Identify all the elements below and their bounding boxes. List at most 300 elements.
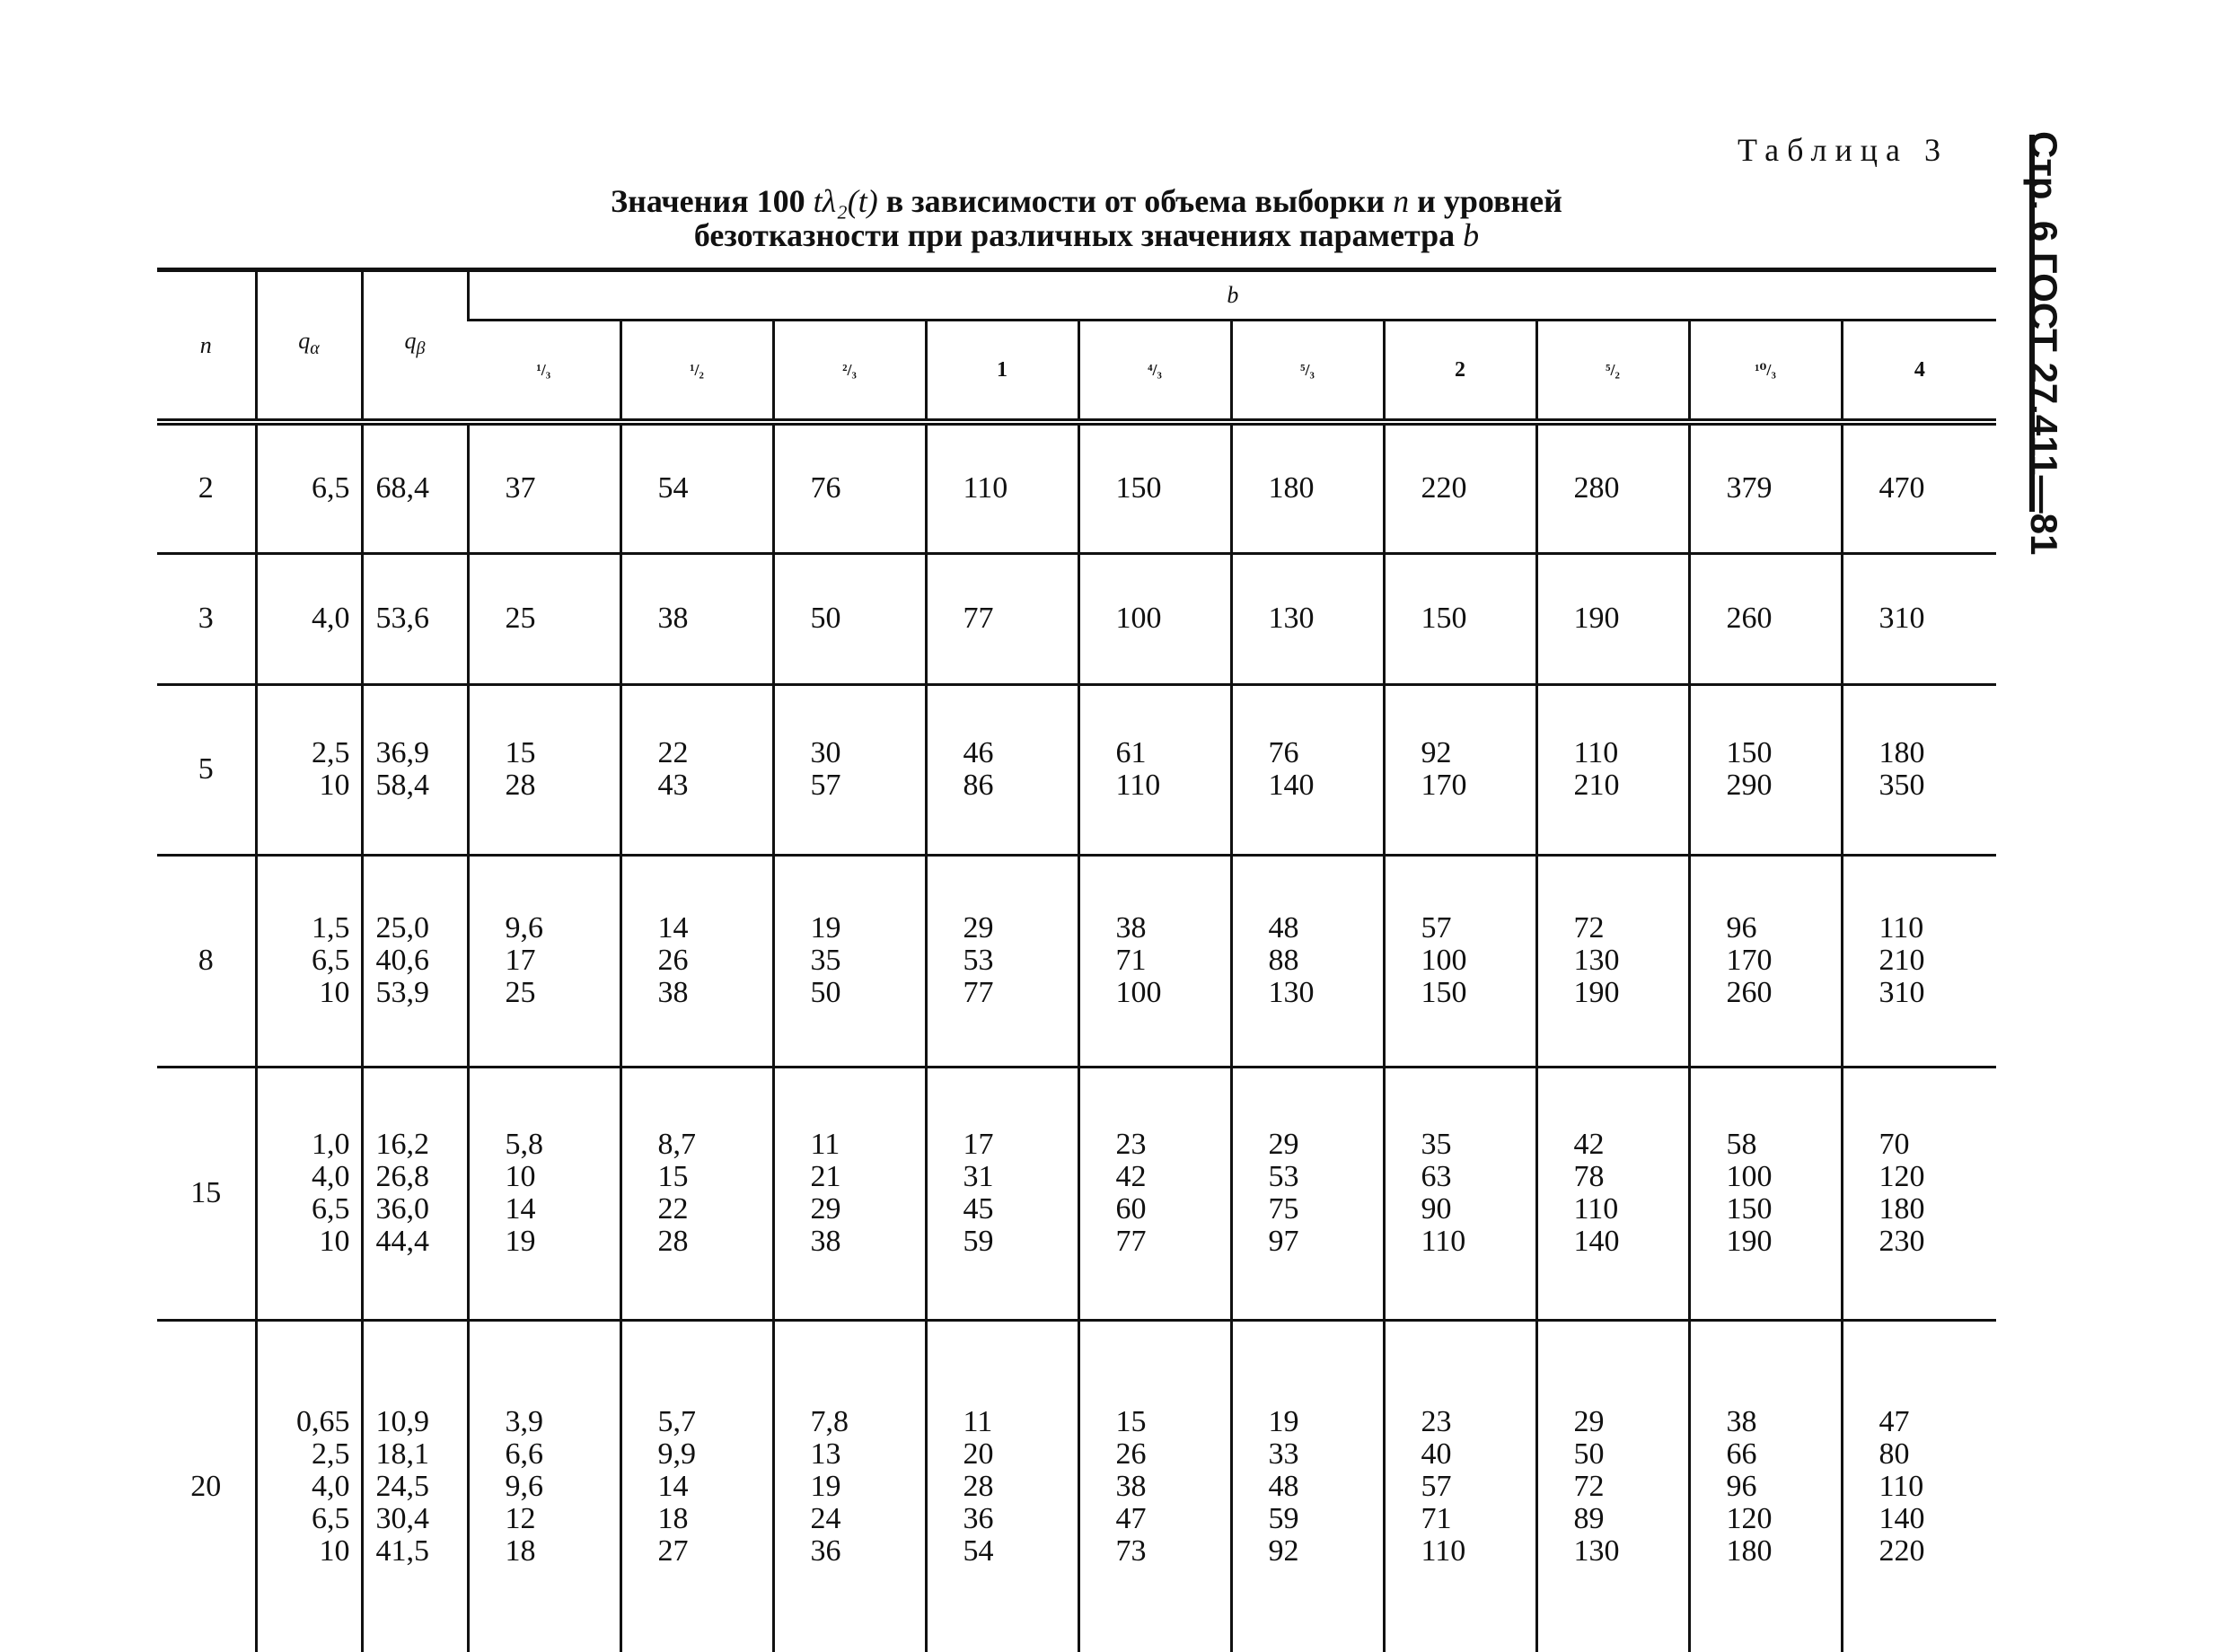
- cell-line: 10: [505, 1160, 536, 1193]
- cell-line: 38: [657, 976, 689, 1009]
- cell-line: 26: [1115, 1437, 1147, 1471]
- col-header-b: 2: [1384, 321, 1536, 423]
- cell-line: 36,9: [375, 736, 429, 769]
- cell-value: [1689, 684, 1842, 855]
- cell-value: [620, 855, 773, 1067]
- cell-line: 23: [1421, 1404, 1452, 1438]
- cell-line: 23: [1115, 1128, 1147, 1161]
- cell-line: 47: [1878, 1404, 1910, 1438]
- cell-line: 230: [1878, 1225, 1925, 1258]
- cell-line: 42: [1115, 1160, 1147, 1193]
- cell-value: [1231, 855, 1384, 1067]
- cell-line: 6,5: [312, 1501, 350, 1535]
- cell-line: 150: [1726, 736, 1773, 769]
- cell-value: [1384, 422, 1536, 553]
- cell-value: [1384, 553, 1536, 684]
- cell-value: [1689, 1067, 1842, 1320]
- cell-line: 260: [1726, 602, 1773, 635]
- cell-line: 210: [1573, 769, 1620, 802]
- cell-line: 130: [1573, 1533, 1620, 1568]
- col-group-b: b: [468, 270, 1996, 321]
- cell-line: 59: [963, 1225, 994, 1258]
- table-row: [157, 1067, 1996, 1320]
- cell-line: 120: [1726, 1501, 1773, 1535]
- cell-line: 9,6: [505, 1469, 543, 1503]
- cell-line: 29: [1573, 1404, 1605, 1438]
- cell-line: 92: [1268, 1533, 1299, 1568]
- cell-value: [620, 1320, 773, 1652]
- col-header-qa: [256, 270, 362, 423]
- col-header-b: ⁴/₃: [1078, 321, 1231, 423]
- cell-qa: [256, 855, 362, 1067]
- title-b: b: [1463, 217, 1480, 253]
- cell-line: 110: [1878, 911, 1924, 945]
- cell-line: 36: [963, 1501, 994, 1535]
- table-row: [157, 1320, 1996, 1652]
- cell-line: 170: [1726, 944, 1773, 977]
- cell-line: 14: [505, 1192, 536, 1226]
- cell-line: 13: [810, 1437, 841, 1471]
- cell-line: 80: [1878, 1437, 1910, 1471]
- cell-value: [1536, 553, 1689, 684]
- col-header-b: ¹/₂: [620, 321, 773, 423]
- cell-line: 66: [1726, 1437, 1757, 1471]
- cell-line: 18,1: [375, 1437, 429, 1471]
- cell-n: 5: [157, 684, 256, 855]
- cell-line: 54: [963, 1533, 994, 1568]
- cell-value: [1384, 684, 1536, 855]
- cell-line: 57: [1421, 1469, 1452, 1503]
- cell-line: 110: [1115, 769, 1161, 802]
- cell-value: [926, 553, 1078, 684]
- table-row: [157, 553, 1996, 684]
- cell-value: [1231, 1320, 1384, 1652]
- cell-value: [773, 422, 926, 553]
- cell-value: [468, 1320, 620, 1652]
- cell-line: 24: [810, 1501, 841, 1535]
- cell-line: 130: [1573, 944, 1620, 977]
- cell-line: 12: [505, 1501, 536, 1535]
- cell-line: 21: [810, 1160, 841, 1193]
- col-header-b: 4: [1842, 321, 1996, 423]
- cell-line: 50: [810, 976, 841, 1009]
- cell-line: 71: [1115, 944, 1147, 977]
- cell-line: 150: [1421, 976, 1467, 1009]
- col-header-b: ²/₃: [773, 321, 926, 423]
- cell-qa: [256, 422, 362, 553]
- cell-line: 33: [1268, 1437, 1299, 1471]
- cell-line: 28: [505, 769, 536, 802]
- cell-value: [1536, 1320, 1689, 1652]
- cell-line: 180: [1878, 736, 1925, 769]
- cell-line: 9,9: [657, 1437, 696, 1471]
- cell-line: 150: [1115, 471, 1162, 505]
- cell-line: 57: [1421, 911, 1452, 945]
- table-row: [157, 422, 1996, 553]
- cell-line: 10: [319, 1533, 350, 1568]
- cell-line: 8,7: [657, 1128, 696, 1161]
- cell-line: 17: [963, 1128, 994, 1161]
- cell-line: 1,5: [312, 911, 350, 945]
- cell-line: 88: [1268, 944, 1299, 977]
- cell-line: 54: [657, 471, 689, 505]
- col-header-b: ¹⁰/₃: [1689, 321, 1842, 423]
- cell-value: [620, 422, 773, 553]
- cell-line: 76: [810, 471, 841, 505]
- cell-line: 18: [505, 1533, 536, 1568]
- cell-line: 92: [1421, 736, 1452, 769]
- cell-value: [1842, 1320, 1996, 1652]
- cell-value: [1689, 553, 1842, 684]
- cell-line: 150: [1421, 602, 1467, 635]
- cell-line: 190: [1573, 976, 1620, 1009]
- cell-line: 31: [963, 1160, 994, 1193]
- cell-line: 17: [505, 944, 536, 977]
- cell-qa: [256, 684, 362, 855]
- data-table: [157, 268, 1996, 1652]
- cell-value: [1231, 684, 1384, 855]
- cell-line: 290: [1726, 769, 1773, 802]
- cell-line: 5,8: [505, 1128, 543, 1161]
- cell-line: 120: [1878, 1160, 1925, 1193]
- cell-value: [468, 855, 620, 1067]
- cell-line: 53,9: [375, 976, 429, 1009]
- cell-line: 310: [1878, 976, 1925, 1009]
- cell-line: 110: [1573, 736, 1619, 769]
- cell-line: 22: [657, 1192, 689, 1226]
- cell-line: 96: [1726, 911, 1757, 945]
- cell-line: 19: [810, 911, 841, 945]
- cell-line: 16,2: [375, 1128, 429, 1161]
- cell-line: 18: [657, 1501, 689, 1535]
- cell-line: 15: [657, 1160, 689, 1193]
- table-label: Таблица 3: [1738, 132, 1949, 168]
- cell-line: 350: [1878, 769, 1925, 802]
- cell-value: [1231, 422, 1384, 553]
- cell-line: 53: [1268, 1160, 1299, 1193]
- cell-line: 470: [1878, 471, 1925, 505]
- title-n: n: [1393, 183, 1410, 219]
- cell-line: 19: [1268, 1404, 1299, 1438]
- cell-line: 150: [1726, 1192, 1773, 1226]
- cell-line: 100: [1115, 602, 1162, 635]
- cell-line: 110: [1421, 1225, 1466, 1258]
- cell-value: [926, 684, 1078, 855]
- cell-line: 210: [1878, 944, 1925, 977]
- cell-line: 75: [1268, 1192, 1299, 1226]
- cell-line: 15: [505, 736, 536, 769]
- cell-value: [1078, 684, 1231, 855]
- cell-value: [468, 553, 620, 684]
- cell-line: 100: [1115, 976, 1162, 1009]
- cell-line: 41,5: [375, 1533, 429, 1568]
- cell-n: 15: [157, 1067, 256, 1320]
- cell-line: 20: [963, 1437, 994, 1471]
- cell-line: 53,6: [375, 602, 429, 635]
- cell-line: 2,5: [312, 1437, 350, 1471]
- cell-value: [1689, 422, 1842, 553]
- cell-line: 48: [1268, 911, 1299, 945]
- cell-value: [1078, 1067, 1231, 1320]
- cell-line: 260: [1726, 976, 1773, 1009]
- cell-value: [1078, 855, 1231, 1067]
- cell-value: [1536, 1067, 1689, 1320]
- cell-value: [1842, 855, 1996, 1067]
- cell-line: 19: [810, 1469, 841, 1503]
- cell-line: 14: [657, 911, 689, 945]
- cell-line: 60: [1115, 1192, 1147, 1226]
- cell-line: 2,5: [312, 736, 350, 769]
- qa-sub: α: [310, 338, 320, 359]
- cell-line: 140: [1878, 1501, 1925, 1535]
- cell-line: 30,4: [375, 1501, 429, 1535]
- cell-line: 10,9: [375, 1404, 429, 1438]
- cell-value: [1689, 1320, 1842, 1652]
- cell-line: 3,9: [505, 1404, 543, 1438]
- cell-line: 29: [963, 911, 994, 945]
- cell-line: 4,0: [312, 1160, 350, 1193]
- cell-line: 28: [657, 1225, 689, 1258]
- cell-line: 10: [319, 1225, 350, 1258]
- col-header-b: ⁵/₃: [1231, 321, 1384, 423]
- cell-line: 46: [963, 736, 994, 769]
- cell-line: 110: [1573, 1192, 1619, 1226]
- cell-value: [1842, 422, 1996, 553]
- cell-value: [1384, 855, 1536, 1067]
- cell-line: 0,65: [296, 1404, 350, 1438]
- cell-line: 77: [963, 976, 994, 1009]
- title-text: Значения 100: [611, 183, 814, 219]
- cell-value: [773, 684, 926, 855]
- cell-value: [773, 1067, 926, 1320]
- cell-n: 20: [157, 1320, 256, 1652]
- cell-line: 90: [1421, 1192, 1452, 1226]
- page-side-label: Стр. 6 ГОСТ 27.411—81: [2023, 131, 2065, 556]
- cell-line: 110: [963, 471, 1008, 505]
- cell-value: [1231, 1067, 1384, 1320]
- cell-line: 100: [1421, 944, 1467, 977]
- cell-line: 47: [1115, 1501, 1147, 1535]
- qb-sub: β: [416, 338, 426, 359]
- cell-line: 27: [657, 1533, 689, 1568]
- cell-value: [926, 1067, 1078, 1320]
- cell-line: 29: [1268, 1128, 1299, 1161]
- qa-letter: q: [298, 328, 311, 355]
- title-formula: tλ₂(t): [813, 183, 878, 219]
- cell-qb: [362, 553, 468, 684]
- cell-value: [1689, 855, 1842, 1067]
- cell-qb: [362, 1067, 468, 1320]
- cell-value: [926, 422, 1078, 553]
- cell-line: 5,7: [657, 1404, 696, 1438]
- cell-line: 68,4: [375, 471, 429, 505]
- cell-line: 42: [1573, 1128, 1605, 1161]
- cell-line: 6,5: [312, 471, 350, 505]
- title-text: безотказности при различных значениях параметра: [693, 217, 1464, 253]
- cell-line: 53: [963, 944, 994, 977]
- col-header-qb: [362, 270, 468, 423]
- cell-line: 140: [1268, 769, 1315, 802]
- cell-qb: [362, 684, 468, 855]
- cell-value: [926, 1320, 1078, 1652]
- cell-line: 190: [1573, 602, 1620, 635]
- cell-n: 8: [157, 855, 256, 1067]
- cell-value: [620, 553, 773, 684]
- cell-line: 180: [1726, 1533, 1773, 1568]
- cell-line: 59: [1268, 1501, 1299, 1535]
- cell-line: 379: [1726, 471, 1773, 505]
- cell-value: [1842, 684, 1996, 855]
- cell-value: [1842, 1067, 1996, 1320]
- cell-line: 110: [1421, 1533, 1466, 1568]
- cell-line: 11: [963, 1404, 993, 1438]
- cell-value: [468, 422, 620, 553]
- cell-line: 35: [810, 944, 841, 977]
- table-title: [503, 184, 1670, 252]
- cell-line: 220: [1878, 1533, 1925, 1568]
- cell-line: 15: [1115, 1404, 1147, 1438]
- cell-value: [468, 1067, 620, 1320]
- cell-line: 30: [810, 736, 841, 769]
- cell-line: 36,0: [375, 1192, 429, 1226]
- cell-line: 170: [1421, 769, 1467, 802]
- cell-line: 38: [1115, 1469, 1147, 1503]
- cell-line: 44,4: [375, 1225, 429, 1258]
- cell-line: 78: [1573, 1160, 1605, 1193]
- cell-qa: [256, 1067, 362, 1320]
- cell-line: 38: [1115, 911, 1147, 945]
- cell-line: 86: [963, 769, 994, 802]
- cell-line: 280: [1573, 471, 1620, 505]
- cell-line: 77: [1115, 1225, 1147, 1258]
- cell-line: 25: [505, 602, 536, 635]
- cell-line: 26,8: [375, 1160, 429, 1193]
- cell-value: [1536, 422, 1689, 553]
- cell-qa: [256, 553, 362, 684]
- cell-line: 40,6: [375, 944, 429, 977]
- cell-line: 4,0: [312, 1469, 350, 1503]
- cell-line: 14: [657, 1469, 689, 1503]
- cell-value: [1231, 553, 1384, 684]
- cell-line: 22: [657, 736, 689, 769]
- cell-line: 72: [1573, 911, 1605, 945]
- cell-line: 220: [1421, 471, 1467, 505]
- cell-value: [1384, 1320, 1536, 1652]
- cell-line: 48: [1268, 1469, 1299, 1503]
- cell-line: 40: [1421, 1437, 1452, 1471]
- cell-line: 28: [963, 1469, 994, 1503]
- cell-line: 50: [810, 602, 841, 635]
- cell-qa: [256, 1320, 362, 1652]
- cell-line: 25: [505, 976, 536, 1009]
- cell-qb: [362, 855, 468, 1067]
- cell-value: [1384, 1067, 1536, 1320]
- cell-line: 89: [1573, 1501, 1605, 1535]
- cell-line: 72: [1573, 1469, 1605, 1503]
- cell-value: [773, 855, 926, 1067]
- cell-line: 4,0: [312, 602, 350, 635]
- cell-line: 38: [810, 1225, 841, 1258]
- cell-line: 73: [1115, 1533, 1147, 1568]
- cell-line: 29: [810, 1192, 841, 1226]
- cell-line: 1,0: [312, 1128, 350, 1161]
- qb-letter: q: [404, 328, 417, 355]
- cell-line: 10: [319, 769, 350, 802]
- col-header-b: ⁵/₂: [1536, 321, 1689, 423]
- cell-value: [1536, 855, 1689, 1067]
- cell-value: [468, 684, 620, 855]
- cell-value: [926, 855, 1078, 1067]
- cell-line: 37: [505, 471, 536, 505]
- col-header-n: n: [157, 270, 256, 423]
- cell-line: 19: [505, 1225, 536, 1258]
- cell-line: 180: [1268, 471, 1315, 505]
- cell-line: 97: [1268, 1225, 1299, 1258]
- cell-line: 7,8: [810, 1404, 849, 1438]
- cell-line: 6,6: [505, 1437, 543, 1471]
- cell-line: 190: [1726, 1225, 1773, 1258]
- title-text: и уровней: [1409, 183, 1562, 219]
- cell-value: [1078, 422, 1231, 553]
- cell-line: 96: [1726, 1469, 1757, 1503]
- cell-line: 10: [319, 976, 350, 1009]
- cell-line: 26: [657, 944, 689, 977]
- cell-qb: [362, 422, 468, 553]
- cell-line: 310: [1878, 602, 1925, 635]
- cell-line: 71: [1421, 1501, 1452, 1535]
- cell-value: [1536, 684, 1689, 855]
- cell-line: 36: [810, 1533, 841, 1568]
- cell-line: 25,0: [375, 911, 429, 945]
- cell-line: 180: [1878, 1192, 1925, 1226]
- cell-line: 140: [1573, 1225, 1620, 1258]
- cell-line: 57: [810, 769, 841, 802]
- cell-line: 38: [657, 602, 689, 635]
- cell-n: 3: [157, 553, 256, 684]
- cell-line: 70: [1878, 1128, 1910, 1161]
- cell-line: 35: [1421, 1128, 1452, 1161]
- table-row: [157, 855, 1996, 1067]
- cell-line: 77: [963, 602, 994, 635]
- cell-value: [1078, 553, 1231, 684]
- cell-line: 58: [1726, 1128, 1757, 1161]
- cell-line: 76: [1268, 736, 1299, 769]
- cell-line: 50: [1573, 1437, 1605, 1471]
- cell-qb: [362, 1320, 468, 1652]
- cell-value: [773, 1320, 926, 1652]
- cell-value: [620, 1067, 773, 1320]
- cell-value: [1842, 553, 1996, 684]
- table-row: [157, 684, 1996, 855]
- cell-line: 63: [1421, 1160, 1452, 1193]
- cell-line: 6,5: [312, 944, 350, 977]
- cell-line: 58,4: [375, 769, 429, 802]
- cell-line: 61: [1115, 736, 1147, 769]
- col-header-b: ¹/₃: [536, 361, 551, 379]
- cell-line: 130: [1268, 976, 1315, 1009]
- title-text: в зависимости от объема выборки: [877, 183, 1394, 219]
- cell-n: 2: [157, 422, 256, 553]
- cell-line: 6,5: [312, 1192, 350, 1226]
- cell-value: [773, 553, 926, 684]
- cell-line: 11: [810, 1128, 840, 1161]
- cell-line: 110: [1878, 1469, 1924, 1503]
- cell-line: 24,5: [375, 1469, 429, 1503]
- cell-line: 130: [1268, 602, 1315, 635]
- cell-value: [620, 684, 773, 855]
- col-header-b: 1: [926, 321, 1078, 423]
- cell-line: 45: [963, 1192, 994, 1226]
